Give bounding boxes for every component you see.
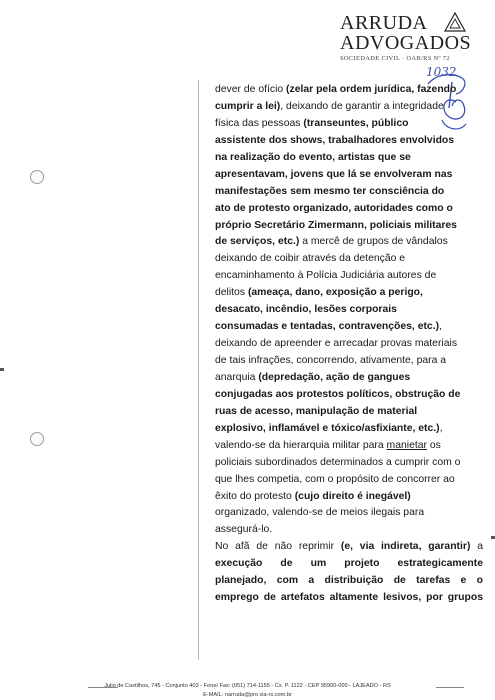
- text-line: [215, 590, 483, 607]
- text-line: [215, 522, 483, 539]
- footer-email: E-MAIL: narruda@pro.via-rs.com.br: [203, 692, 292, 698]
- text-run: , deixando de garantir a integridade: [280, 100, 444, 112]
- text-line: [215, 573, 483, 590]
- text-run: valendo-se da hierarquia militar para: [215, 439, 387, 451]
- bold-text-run: (transeuntes, público: [303, 117, 409, 129]
- text-line: [215, 201, 483, 218]
- text-run: encaminhamento à Polícia Judiciária autores de: [215, 270, 437, 282]
- text-line: [215, 438, 483, 455]
- bold-text-run: consumadas e tentadas, contravenções, etc.): [215, 321, 440, 333]
- text-line: [215, 472, 483, 489]
- bold-text-run: assistente dos shows, trabalhadores envolvidos: [215, 134, 455, 146]
- letterhead-name-line1: ARRUDA: [340, 12, 428, 34]
- text-run: policiais subordinados determinados a cumprir com o: [215, 456, 461, 468]
- bold-text-run: ruas de acesso, manipulação de material: [215, 405, 418, 417]
- text-line: [215, 251, 483, 268]
- bold-text-run: cumprir a lei): [215, 100, 281, 112]
- text-line: [215, 82, 483, 99]
- bold-text-run: explosivo, inflamável e tóxico/asfixiante, etc.): [215, 422, 440, 434]
- text-line: [215, 336, 483, 353]
- bold-text-run: ato de protesto organizado, autoridades como o: [215, 202, 453, 214]
- text-run: assegurá-lo.: [215, 524, 273, 536]
- punch-hole-bottom: [30, 432, 44, 446]
- letterhead-logo: [340, 12, 490, 72]
- text-line: [215, 167, 483, 184]
- bold-text-run: (ameaça, dano, exposição a perigo,: [247, 287, 423, 299]
- text-line: [215, 455, 483, 472]
- text-line: [215, 116, 483, 133]
- text-line: [215, 99, 483, 116]
- text-run: ,: [439, 321, 442, 333]
- text-line: [215, 234, 483, 251]
- text-line: [215, 353, 483, 370]
- text-line: [215, 268, 483, 285]
- text-line: [215, 404, 483, 421]
- text-line: [215, 505, 483, 522]
- text-line: [215, 150, 483, 167]
- letterhead-name-line2: ADVOGADOS: [340, 32, 472, 54]
- text-run: manietar: [386, 439, 427, 451]
- text-line: [215, 319, 483, 336]
- margin-rule: [198, 80, 199, 660]
- text-line: [215, 421, 483, 438]
- text-line: [215, 370, 483, 387]
- stamp-number: 1032: [426, 65, 457, 79]
- text-run: organizado, valendo-se de meios ilegais para: [215, 507, 425, 519]
- text-run: física das pessoas: [215, 117, 304, 129]
- punch-hole-top: [30, 170, 44, 184]
- fold-mark-right: [491, 536, 495, 539]
- bold-text-run: manifestações sem mesmo ter consciência do: [215, 185, 445, 197]
- text-run: delitos: [215, 287, 248, 299]
- fold-mark-left: [0, 368, 4, 371]
- bold-text-run: desacato, incêndio, lesões corporais: [215, 304, 397, 316]
- text-run: deixando de apreender e arrecadar provas materiais: [215, 338, 458, 350]
- text-line: [215, 133, 483, 150]
- bold-text-run: emprego de artefatos altamente lesivos, por grupos: [215, 592, 483, 604]
- bold-text-run: (e, via indireta, garantir): [340, 541, 471, 553]
- bold-text-run: conjugadas aos protestos políticos, obstrução de: [215, 388, 461, 400]
- bold-text-run: próprio Secretário Zimermann, policiais militares: [215, 219, 457, 231]
- text-run: anarquia: [215, 371, 259, 383]
- bold-text-run: execução de um projeto estrategicamente: [215, 558, 483, 570]
- bold-text-run: (zelar pela ordem jurídica, fazendo: [286, 84, 457, 95]
- text-line: [215, 489, 483, 506]
- triangle-logo-icon: [444, 12, 466, 32]
- text-line: [215, 184, 483, 201]
- text-run: os: [426, 439, 441, 451]
- letterhead-subtitle: SOCIEDADE CIVIL · OAB/RS Nº 72: [340, 55, 450, 62]
- text-run: que lhes competia, com o propósito de concorrer ao: [215, 473, 455, 485]
- stamp-number-scribble: [424, 62, 464, 82]
- text-run: dever de ofício: [215, 84, 287, 95]
- text-run: de tais infrações, concorrendo, ativamente, para a: [215, 355, 447, 366]
- text-run: deixando de coibir através da detenção e: [215, 253, 406, 265]
- text-line: [215, 539, 483, 556]
- bold-text-run: (cujo direito é inegável): [294, 490, 411, 502]
- text-run: a: [470, 541, 484, 553]
- bold-text-run: de serviços, etc.): [215, 236, 300, 248]
- bold-text-run: (depredação, ação de gangues: [258, 371, 411, 383]
- text-run: êxito do protesto: [215, 490, 295, 502]
- text-run: a mercê de grupos de vândalos: [299, 236, 448, 248]
- bold-text-run: planejado, com a distribuição de tarefas e o: [215, 575, 483, 587]
- text-line: [215, 387, 483, 404]
- text-line: [215, 302, 483, 319]
- bold-text-run: apresentavam, jovens que lá se envolveram nas: [215, 168, 453, 180]
- text-line: [215, 218, 483, 235]
- footer-address: Julio de Castilhos, 745 - Conjunto 403 - Fone/ Fax: (051) 714-1155 - Cx. P. 1122 - CEP 95900-000 - LAJEADO - RS: [104, 683, 391, 689]
- text-line: [215, 285, 483, 302]
- text-run: ,: [439, 422, 443, 434]
- text-line: [215, 556, 483, 573]
- text-run: No afã de não reprimir: [215, 541, 341, 553]
- body-text: [215, 82, 483, 607]
- bold-text-run: na realização do evento, artistas que se: [215, 151, 411, 163]
